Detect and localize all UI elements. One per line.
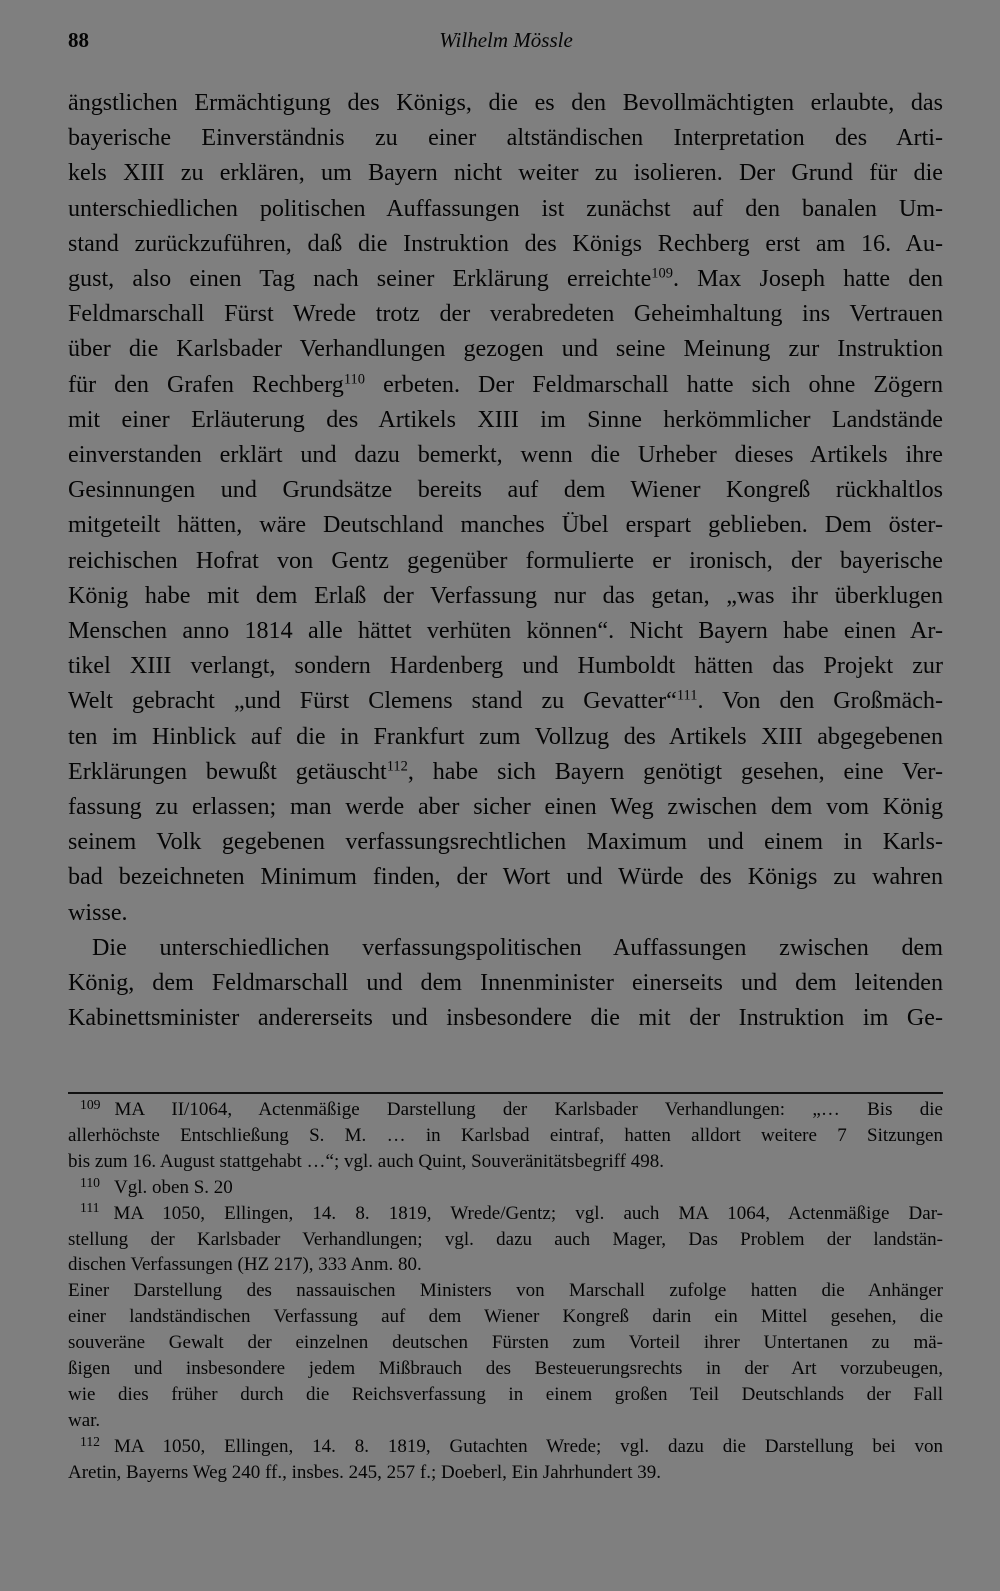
footnote-text: einer landständischen Verfassung auf dem Wiener Kongreß darin ein Mittel gesehen, die xyxy=(68,1306,943,1328)
footnote-text: stellung der Karlsbader Verhandlungen; vgl. dazu auch Mager, Das Problem der landstän- xyxy=(68,1228,943,1250)
footnote-line xyxy=(68,1201,943,1227)
footnote-line xyxy=(68,1330,943,1356)
page-number: 88 xyxy=(68,28,89,52)
body-line-text: Welt gebracht „und Fürst Clemens stand zu Gevatter“ xyxy=(68,688,677,715)
body-line-text: seinem Volk gegebenen verfassungsrechtlichen Maximum und einem in Karls- xyxy=(68,829,943,856)
footnote-line xyxy=(68,1382,943,1408)
footnote-line xyxy=(68,1408,943,1434)
footnote-line xyxy=(68,1252,943,1278)
body-line-text: König, dem Feldmarschall und dem Innenminister einerseits und dem leitenden xyxy=(68,970,943,997)
body-line xyxy=(68,332,943,367)
body-line xyxy=(68,720,943,755)
body-line xyxy=(68,896,943,931)
body-line xyxy=(68,860,943,895)
footnotes xyxy=(68,1097,943,1486)
body-line-text: König habe mit dem Erlaß der Verfassung nur das getan, „was ihr überklugen xyxy=(68,582,943,609)
body-line-text: unterschiedlichen politischen Auffassungen ist zunächst auf den banalen Um- xyxy=(68,195,943,222)
footnote-reference: 110 xyxy=(343,370,365,387)
body-line xyxy=(68,755,943,790)
body-line-text: ten im Hinblick auf die in Frankfurt zum Vollzug des Artikels XIII abgegebenen xyxy=(68,723,943,750)
body-line-text: einverstanden erklärt und dazu bemerkt, wenn die Urheber dieses Artikels ihre xyxy=(68,442,943,469)
body-line xyxy=(68,614,943,649)
body-text xyxy=(68,86,943,1036)
body-line xyxy=(68,931,943,966)
body-line xyxy=(68,966,943,1001)
body-line-text: Die unterschiedlichen verfassungspolitischen Auffassungen zwischen dem xyxy=(92,934,943,961)
footnote-reference: 112 xyxy=(386,758,408,775)
running-head: Wilhelm Mössle xyxy=(439,28,573,52)
body-line xyxy=(68,227,943,262)
footnote-text: MA 1050, Ellingen, 14. 8. 1819, Gutachten Wrede; vgl. dazu die Darstellung bei von xyxy=(114,1435,943,1457)
footnote-text: Vgl. oben S. 20 xyxy=(114,1176,233,1198)
footnote-text: MA 1050, Ellingen, 14. 8. 1819, Wrede/Gentz; vgl. auch MA 1064, Actenmäßige Dar- xyxy=(113,1202,943,1224)
body-line xyxy=(68,649,943,684)
body-line xyxy=(68,192,943,227)
footnote-text: Aretin, Bayerns Weg 240 ff., insbes. 245, 257 f.; Doeberl, Ein Jahrhundert 39. xyxy=(68,1461,661,1483)
body-line-text: bad bezeichneten Minimum finden, der Wort und Würde des Königs zu wahren xyxy=(68,864,943,891)
body-line-text: mit einer Erläuterung des Artikels XIII im Sinne herkömmlicher Landstände xyxy=(68,406,943,433)
body-line xyxy=(68,825,943,860)
body-line xyxy=(68,790,943,825)
body-line-text: reichischen Hofrat von Gentz gegenüber formulierte er ironisch, der bayerische xyxy=(68,547,943,574)
body-line-text: fassung zu erlassen; man werde aber sicher einen Weg zwischen dem vom König xyxy=(68,794,943,821)
footnote-line xyxy=(68,1356,943,1382)
footnote-reference: 109 xyxy=(651,265,673,282)
footnote-line xyxy=(68,1123,943,1149)
body-line-text: kels XIII zu erklären, um Bayern nicht weiter zu isolieren. Der Grund für die xyxy=(68,160,943,187)
body-line-text: stand zurückzuführen, daß die Instruktion des Königs Rechberg erst am 16. Au- xyxy=(68,230,943,257)
body-line-text: tikel XIII verlangt, sondern Hardenberg und Humboldt hätten das Projekt zur xyxy=(68,653,943,680)
footnote-reference: 111 xyxy=(676,687,698,704)
body-line-text: mitgeteilt hätten, wäre Deutschland manches Übel erspart geblieben. Dem öster- xyxy=(68,512,943,539)
footnote-line xyxy=(68,1097,943,1123)
body-line xyxy=(68,579,943,614)
footnote-text: bis zum 16. August stattgehabt …“; vgl. auch Quint, Souveränitätsbegriff 498. xyxy=(68,1150,664,1172)
footnote-number: 111 xyxy=(80,1200,100,1216)
body-line xyxy=(68,544,943,579)
body-line xyxy=(68,438,943,473)
body-line xyxy=(68,86,943,121)
body-line-text: Kabinettsminister andererseits und insbesondere die mit der Instruktion im Ge- xyxy=(68,1005,943,1032)
body-line xyxy=(68,156,943,191)
body-line xyxy=(68,121,943,156)
body-line-text: Feldmarschall Fürst Wrede trotz der verabredeten Geheimhaltung ins Vertrauen xyxy=(68,301,943,328)
body-line xyxy=(68,297,943,332)
footnote-line xyxy=(68,1175,943,1201)
body-line-text: für den Grafen Rechberg xyxy=(68,371,344,398)
footnote-line xyxy=(68,1278,943,1304)
body-line xyxy=(68,368,943,403)
footnote-text: MA II/1064, Actenmäßige Darstellung der Karlsbader Verhandlungen: „… Bis die xyxy=(114,1099,943,1120)
footnote-number: 109 xyxy=(80,1097,101,1112)
footnote-text: souveräne Gewalt der einzelnen deutschen Fürsten zum Vorteil ihrer Untertanen zu mä- xyxy=(68,1332,943,1354)
footnote-number: 110 xyxy=(80,1174,101,1190)
footnote-line xyxy=(68,1304,943,1330)
footnote-text: ßigen und insbesondere jedem Mißbrauch des Besteuerungsrechts in der Art vorzubeugen, xyxy=(68,1358,943,1380)
footnote-number: 112 xyxy=(80,1433,101,1449)
footnote-rule xyxy=(68,1092,943,1094)
footnote-text: allerhöchste Entschließung S. M. … in Karlsbad eintraf, hatten alldort weitere 7 Sitzungen xyxy=(68,1124,943,1146)
body-line xyxy=(68,262,943,297)
body-line-text: Menschen anno 1814 alle hättet verhüten können“. Nicht Bayern habe einen Ar- xyxy=(68,618,943,645)
body-line-text: Erklärungen bewußt getäuscht xyxy=(68,758,387,785)
footnote-line xyxy=(68,1460,943,1486)
footnote-line xyxy=(68,1149,943,1175)
page-header xyxy=(68,28,944,58)
footnote-line xyxy=(68,1434,943,1460)
body-line xyxy=(68,403,943,438)
footnote-text: Einer Darstellung des nassauischen Ministers von Marschall zufolge hatten die Anhänger xyxy=(68,1280,943,1302)
body-line-text: wisse. xyxy=(68,899,128,926)
body-line-text: ängstlichen Ermächtigung des Königs, die es den Bevollmächtigten erlaubte, das xyxy=(68,90,943,116)
body-line-text: über die Karlsbader Verhandlungen gezogen und seine Meinung zur Instruktion xyxy=(68,336,943,363)
body-line-text: erbeten. Der Feldmarschall hatte sich ohne Zögern xyxy=(365,371,943,398)
body-line-text: bayerische Einverständnis zu einer altständischen Interpretation des Arti- xyxy=(68,125,943,152)
body-line-text: , habe sich Bayern genötigt gesehen, eine Ver- xyxy=(407,758,943,785)
body-line xyxy=(68,1001,943,1036)
body-line-text: gust, also einen Tag nach seiner Erklärung erreichte xyxy=(68,266,652,293)
footnote-line xyxy=(68,1227,943,1253)
footnote-text: war. xyxy=(68,1409,101,1431)
body-line-text: . Von den Großmäch- xyxy=(697,688,943,715)
body-line xyxy=(68,508,943,543)
footnote-text: wie dies früher durch die Reichsverfassung in einem großen Teil Deutschlands der Fall xyxy=(68,1383,943,1405)
footnote-text: dischen Verfassungen (HZ 217), 333 Anm. 80. xyxy=(68,1254,422,1276)
body-line xyxy=(68,473,943,508)
body-line xyxy=(68,684,943,719)
body-line-text: . Max Joseph hatte den xyxy=(672,266,943,293)
body-line-text: Gesinnungen und Grundsätze bereits auf dem Wiener Kongreß rückhaltlos xyxy=(68,477,943,504)
